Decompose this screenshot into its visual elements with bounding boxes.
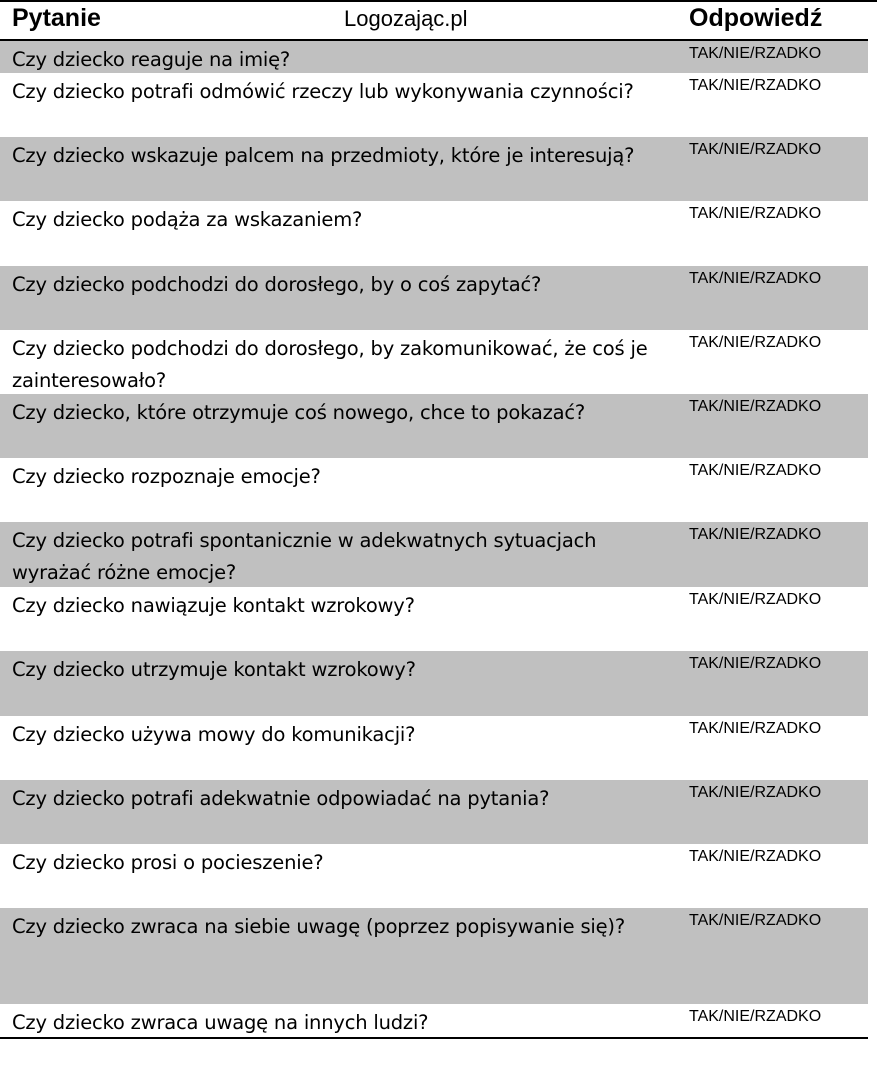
question-text: Czy dziecko, które otrzymuje coś nowego, chce to pokazać? — [12, 401, 586, 424]
question-text: Czy dziecko podąża za wskazaniem? — [12, 208, 363, 231]
answer-options: TAK/NIE/RZADKO — [689, 784, 822, 801]
question-text: Czy dziecko potrafi adekwatnie odpowiadać na pytania? — [12, 787, 550, 810]
table-row — [0, 73, 868, 137]
table-row — [0, 522, 868, 587]
question-text: Czy dziecko rozpoznaje emocje? — [12, 465, 321, 488]
table-row — [0, 587, 868, 651]
logo-text: Logozając.pl — [344, 6, 468, 31]
answer-options: TAK/NIE/RZADKO — [689, 591, 822, 608]
question-text: Czy dziecko podchodzi do dorosłego, by o coś zapytać? — [12, 273, 542, 296]
top-border — [0, 0, 877, 2]
question-text: Czy dziecko reaguje na imię? — [12, 48, 291, 71]
question-text: Czy dziecko nawiązuje kontakt wzrokowy? — [12, 594, 415, 617]
question-text: Czy dziecko używa mowy do komunikacji? — [12, 723, 416, 746]
table-row — [0, 908, 868, 1004]
question-text: Czy dziecko podchodzi do dorosłego, by zakomunikować, że coś je zainteresowało? — [12, 337, 648, 392]
question-text: Czy dziecko wskazuje palcem na przedmioty, które je interesują? — [12, 144, 635, 167]
column-header-answer: Odpowiedź — [689, 4, 823, 32]
answer-options: TAK/NIE/RZADKO — [689, 848, 822, 865]
answer-options: TAK/NIE/RZADKO — [689, 462, 822, 479]
answer-options: TAK/NIE/RZADKO — [689, 398, 822, 415]
table-row — [0, 201, 868, 266]
table-row — [0, 651, 868, 716]
question-text: Czy dziecko zwraca uwagę na innych ludzi? — [12, 1011, 429, 1034]
answer-options: TAK/NIE/RZADKO — [689, 912, 822, 929]
answer-options: TAK/NIE/RZADKO — [689, 655, 822, 672]
answer-options: TAK/NIE/RZADKO — [689, 45, 822, 62]
table-row — [0, 458, 868, 522]
answer-options: TAK/NIE/RZADKO — [689, 270, 822, 287]
answer-options: TAK/NIE/RZADKO — [689, 334, 822, 351]
answer-options: TAK/NIE/RZADKO — [689, 77, 822, 94]
table-row — [0, 137, 868, 201]
question-text: Czy dziecko zwraca na siebie uwagę (poprzez popisywanie się)? — [12, 915, 625, 938]
table-row — [0, 716, 868, 780]
bottom-border — [0, 1037, 868, 1039]
answer-options: TAK/NIE/RZADKO — [689, 141, 822, 158]
table-row — [0, 330, 868, 394]
answer-options: TAK/NIE/RZADKO — [689, 205, 822, 222]
table-row — [0, 780, 868, 844]
question-text: Czy dziecko utrzymuje kontakt wzrokowy? — [12, 658, 416, 681]
question-text: Czy dziecko potrafi odmówić rzeczy lub wykonywania czynności? — [12, 80, 634, 103]
question-text: Czy dziecko prosi o pocieszenie? — [12, 851, 324, 874]
table-row — [0, 41, 868, 73]
table-row — [0, 266, 868, 330]
answer-options: TAK/NIE/RZADKO — [689, 1008, 822, 1025]
answer-options: TAK/NIE/RZADKO — [689, 526, 822, 543]
table-row — [0, 394, 868, 458]
table-row — [0, 844, 868, 908]
question-text: Czy dziecko potrafi spontanicznie w adekwatnych sytuacjach wyrażać różne emocje? — [12, 529, 597, 584]
table-row — [0, 1004, 868, 1037]
answer-options: TAK/NIE/RZADKO — [689, 720, 822, 737]
column-header-question: Pytanie — [12, 4, 101, 32]
